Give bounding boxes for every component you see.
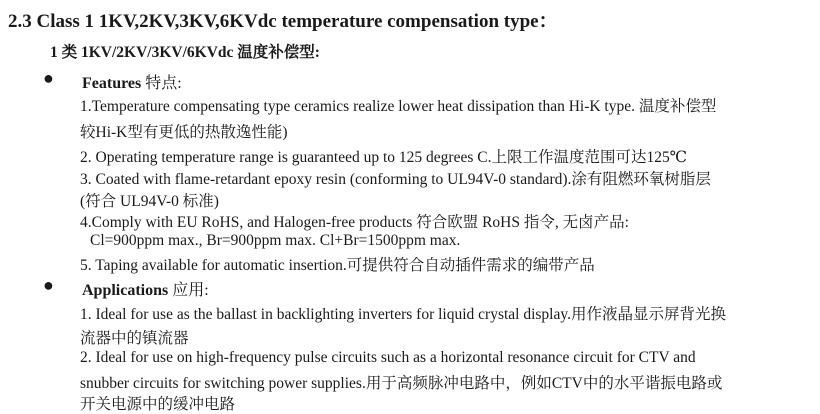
applications-title	[82, 277, 209, 300]
applications-title-cn: 应用:	[172, 282, 209, 299]
feature-line-1-cont: 较Hi-K型有更低的热散逸性能)	[80, 124, 288, 141]
application-line-2-cont2: 开关电源中的缓冲电路	[80, 396, 236, 413]
feature-line-2: 2. Operating temperature range is guaranteed up to 125 degrees C.上限工作温度范围可达125℃	[80, 149, 688, 166]
features-title-en: Features	[82, 75, 142, 92]
feature-line-3: 3. Coated with flame-retardant epoxy resin (conforming to UL94V-0 standard).涂有阻燃环氧树脂层	[80, 171, 711, 188]
features-title-cn: 特点:	[145, 75, 182, 92]
features-bullet: ●	[43, 68, 54, 88]
application-line-1-cont: 流器中的镇流器	[80, 330, 189, 347]
section-subheading: 1 类 1KV/2KV/3KV/6KVdc 温度补偿型:	[50, 44, 320, 61]
feature-line-1: 1.Temperature compensating type ceramics realize lower heat dissipation than Hi-K type. 温度补偿型	[80, 98, 717, 115]
feature-line-5: 5. Taping available for automatic insertion.可提供符合自动插件需求的编带产品	[80, 257, 595, 274]
application-line-2: 2. Ideal for use on high-frequency pulse circuits such as a horizontal resonance circuit for CTV and	[80, 349, 696, 366]
feature-line-4: 4.Comply with EU RoHS, and Halogen-free products 符合欧盟 RoHS 指令, 无卤产品:	[80, 214, 629, 231]
section-heading: 2.3 Class 1 1KV,2KV,3KV,6KVdc temperature compensation type：	[8, 11, 558, 32]
applications-bullet: ●	[43, 275, 54, 295]
feature-line-3-cont: (符合 UL94V-0 标准)	[80, 193, 219, 210]
applications-title-en: Applications	[82, 282, 169, 299]
application-line-2-cont: snubber circuits for switching power supplies.用于高频脉冲电路中，例如CTV中的水平谐振电路或	[80, 375, 723, 392]
application-line-1: 1. Ideal for use as the ballast in backlighting inverters for liquid crystal display.用作液晶显示屏背光换	[80, 306, 726, 323]
feature-line-4-cont: Cl=900ppm max., Br=900ppm max. Cl+Br=1500ppm max.	[90, 232, 461, 249]
features-title	[82, 70, 182, 93]
